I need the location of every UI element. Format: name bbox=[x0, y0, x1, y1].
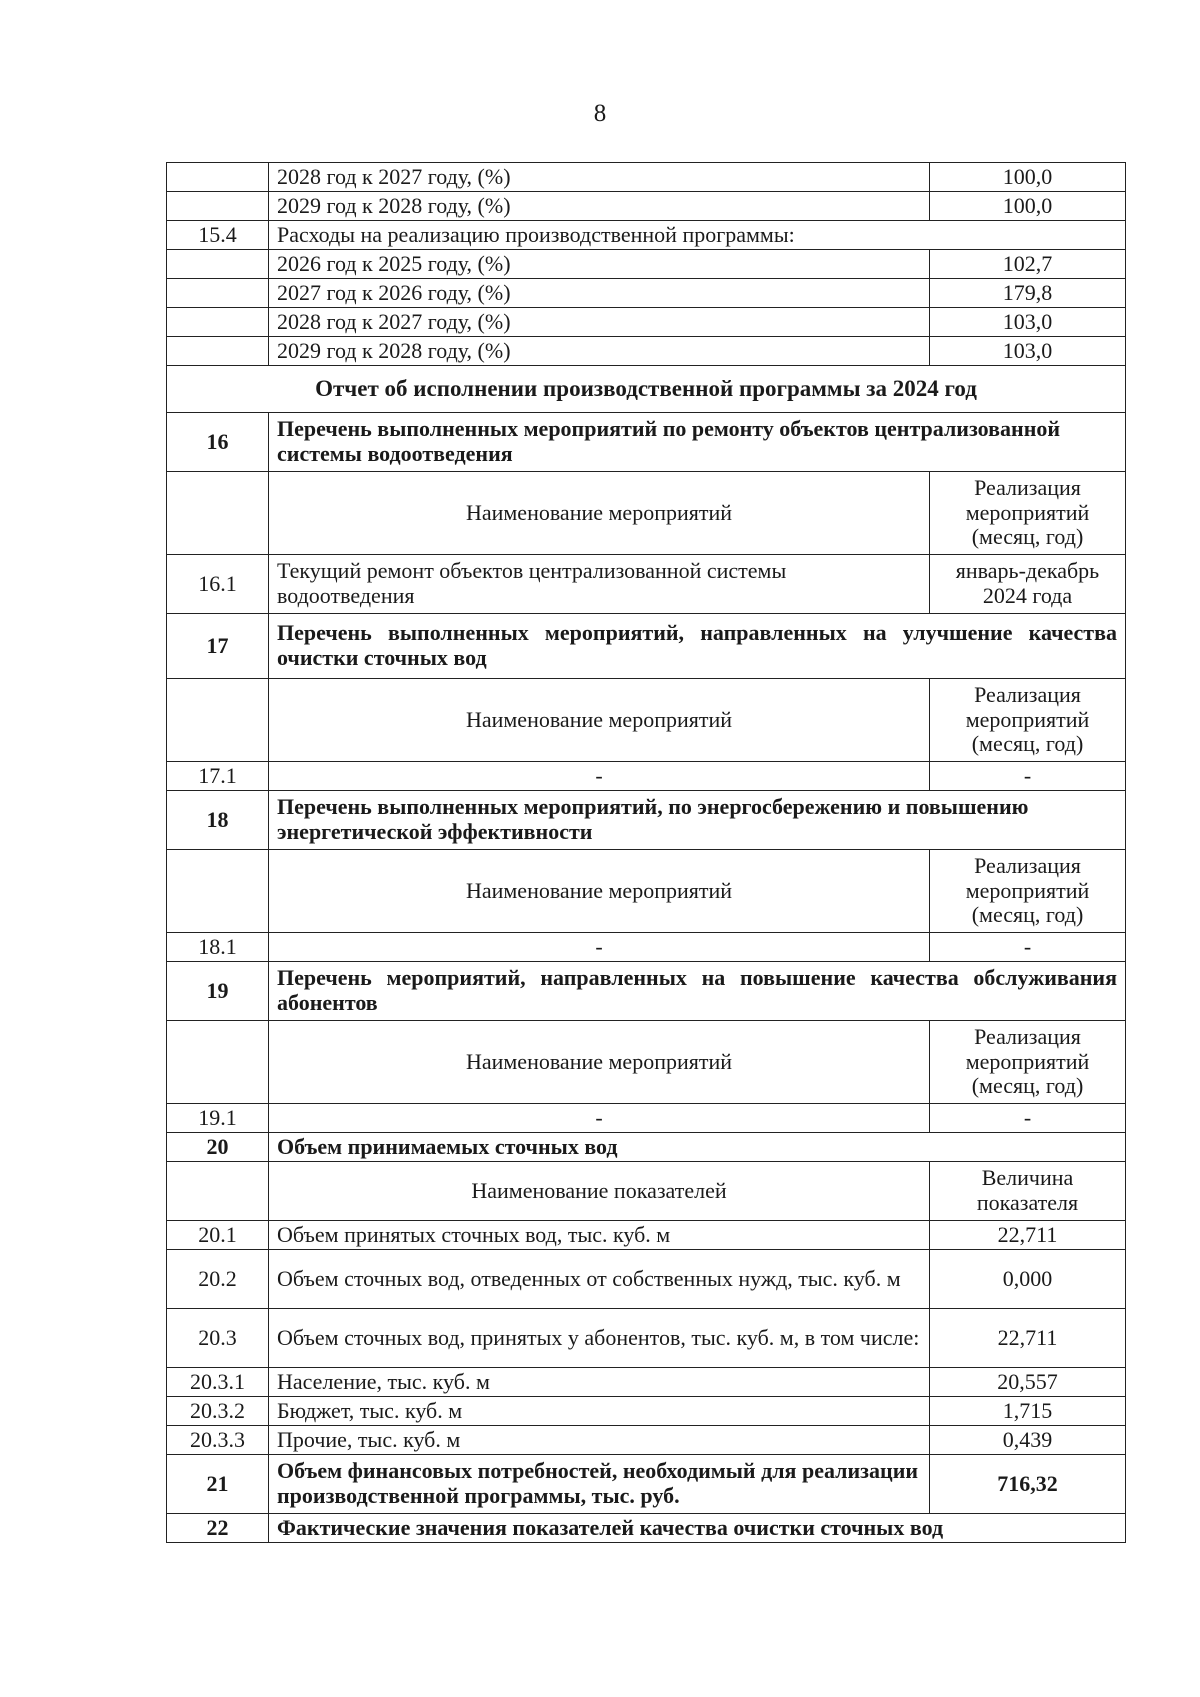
row-label: Прочие, тыс. куб. м bbox=[269, 1426, 930, 1455]
row-label: 2029 год к 2028 году, (%) bbox=[269, 337, 930, 366]
row-value: 1,715 bbox=[930, 1397, 1126, 1426]
row-value: - bbox=[930, 762, 1126, 791]
row-label: 2029 год к 2028 году, (%) bbox=[269, 192, 930, 221]
row-value: 103,0 bbox=[930, 337, 1126, 366]
table-row bbox=[167, 1368, 1126, 1397]
row-value: январь-декабрь 2024 года bbox=[930, 555, 1126, 614]
row-value: 716,32 bbox=[930, 1455, 1126, 1514]
row-number: 20.1 bbox=[167, 1221, 269, 1250]
table-header-row bbox=[167, 1021, 1126, 1104]
table-row bbox=[167, 614, 1126, 679]
row-number: 16 bbox=[167, 413, 269, 472]
row-value: 103,0 bbox=[930, 308, 1126, 337]
table-row bbox=[167, 1309, 1126, 1368]
row-label: - bbox=[269, 1104, 930, 1133]
row-label: 2028 год к 2027 году, (%) bbox=[269, 163, 930, 192]
table-row bbox=[167, 1133, 1126, 1162]
table-row bbox=[167, 1250, 1126, 1309]
row-label: 2026 год к 2025 году, (%) bbox=[269, 250, 930, 279]
row-label: Текущий ремонт объектов централизованной системы водоотведения bbox=[269, 555, 930, 614]
section-title: Объем принимаемых сточных вод bbox=[269, 1133, 1126, 1162]
section-title: Перечень выполненных мероприятий по ремонту объектов централизованной системы водоотведения bbox=[269, 413, 1126, 472]
row-label: 2027 год к 2026 году, (%) bbox=[269, 279, 930, 308]
row-label: Объем сточных вод, принятых у абонентов, тыс. куб. м, в том числе: bbox=[269, 1309, 930, 1368]
table-row bbox=[167, 1397, 1126, 1426]
row-number: 22 bbox=[167, 1514, 269, 1543]
column-header-name: Наименование показателей bbox=[269, 1162, 930, 1221]
row-value: - bbox=[930, 933, 1126, 962]
table-row bbox=[167, 762, 1126, 791]
row-title: Расходы на реализацию производственной программы: bbox=[269, 221, 1126, 250]
row-value: 100,0 bbox=[930, 192, 1126, 221]
row-number: 17.1 bbox=[167, 762, 269, 791]
row-label: Бюджет, тыс. куб. м bbox=[269, 1397, 930, 1426]
row-label: - bbox=[269, 933, 930, 962]
row-value: 102,7 bbox=[930, 250, 1126, 279]
table-row bbox=[167, 250, 1126, 279]
table-row bbox=[167, 279, 1126, 308]
table-row bbox=[167, 962, 1126, 1021]
section-title: Фактические значения показателей качества очистки сточных вод bbox=[269, 1514, 1126, 1543]
row-label: Население, тыс. куб. м bbox=[269, 1368, 930, 1397]
row-label: Объем сточных вод, отведенных от собственных нужд, тыс. куб. м bbox=[269, 1250, 930, 1309]
table-header-row bbox=[167, 1162, 1126, 1221]
table-row bbox=[167, 1104, 1126, 1133]
row-label: Объем принятых сточных вод, тыс. куб. м bbox=[269, 1221, 930, 1250]
row-number: 15.4 bbox=[167, 221, 269, 250]
row-value: 100,0 bbox=[930, 163, 1126, 192]
column-header-name: Наименование мероприятий bbox=[269, 679, 930, 762]
table-row bbox=[167, 1426, 1126, 1455]
row-number: 19.1 bbox=[167, 1104, 269, 1133]
report-title: Отчет об исполнении производственной программы за 2024 год bbox=[167, 366, 1126, 413]
row-value: 0,439 bbox=[930, 1426, 1126, 1455]
table-row bbox=[167, 1514, 1126, 1543]
column-header-name: Наименование мероприятий bbox=[269, 850, 930, 933]
row-number: 20.2 bbox=[167, 1250, 269, 1309]
table-header-row bbox=[167, 679, 1126, 762]
column-header-impl: Реализация мероприятий (месяц, год) bbox=[930, 472, 1126, 555]
row-number: 18.1 bbox=[167, 933, 269, 962]
table-header-row bbox=[167, 472, 1126, 555]
table-row bbox=[167, 1221, 1126, 1250]
column-header-impl: Реализация мероприятий (месяц, год) bbox=[930, 679, 1126, 762]
row-number: 20 bbox=[167, 1133, 269, 1162]
row-label: - bbox=[269, 762, 930, 791]
row-number: 20.3.3 bbox=[167, 1426, 269, 1455]
table-row bbox=[167, 555, 1126, 614]
row-value: - bbox=[930, 1104, 1126, 1133]
column-header-impl: Реализация мероприятий (месяц, год) bbox=[930, 1021, 1126, 1104]
row-value: 20,557 bbox=[930, 1368, 1126, 1397]
row-number: 20.3 bbox=[167, 1309, 269, 1368]
table-row bbox=[167, 413, 1126, 472]
row-number: 21 bbox=[167, 1455, 269, 1514]
table-row bbox=[167, 933, 1126, 962]
row-number: 16.1 bbox=[167, 555, 269, 614]
section-heading-row bbox=[167, 366, 1126, 413]
table-row bbox=[167, 163, 1126, 192]
section-title: Объем финансовых потребностей, необходимый для реализации производственной программы, тыс. руб. bbox=[269, 1455, 930, 1514]
column-header-value: Величина показателя bbox=[930, 1162, 1126, 1221]
page-number: 8 bbox=[593, 100, 607, 127]
column-header-name: Наименование мероприятий bbox=[269, 1021, 930, 1104]
row-value: 22,711 bbox=[930, 1309, 1126, 1368]
section-title: Перечень мероприятий, направленных на повышение качества обслуживания абонентов bbox=[269, 962, 1126, 1021]
section-title: Перечень выполненных мероприятий, направленных на улучшение качества очистки сточных вод bbox=[269, 614, 1126, 679]
row-value: 22,711 bbox=[930, 1221, 1126, 1250]
column-header-name: Наименование мероприятий bbox=[269, 472, 930, 555]
program-table bbox=[166, 162, 1126, 1543]
table-header-row bbox=[167, 850, 1126, 933]
row-value: 179,8 bbox=[930, 279, 1126, 308]
row-number: 17 bbox=[167, 614, 269, 679]
row-value: 0,000 bbox=[930, 1250, 1126, 1309]
table-row bbox=[167, 1455, 1126, 1514]
section-title: Перечень выполненных мероприятий, по энергосбережению и повышению энергетической эффективности bbox=[269, 791, 1126, 850]
table-row bbox=[167, 221, 1126, 250]
row-number: 20.3.2 bbox=[167, 1397, 269, 1426]
column-header-impl: Реализация мероприятий (месяц, год) bbox=[930, 850, 1126, 933]
row-label: 2028 год к 2027 году, (%) bbox=[269, 308, 930, 337]
row-number: 19 bbox=[167, 962, 269, 1021]
table-row bbox=[167, 192, 1126, 221]
table-row bbox=[167, 308, 1126, 337]
table-row bbox=[167, 791, 1126, 850]
row-number: 20.3.1 bbox=[167, 1368, 269, 1397]
row-number: 18 bbox=[167, 791, 269, 850]
table-row bbox=[167, 337, 1126, 366]
